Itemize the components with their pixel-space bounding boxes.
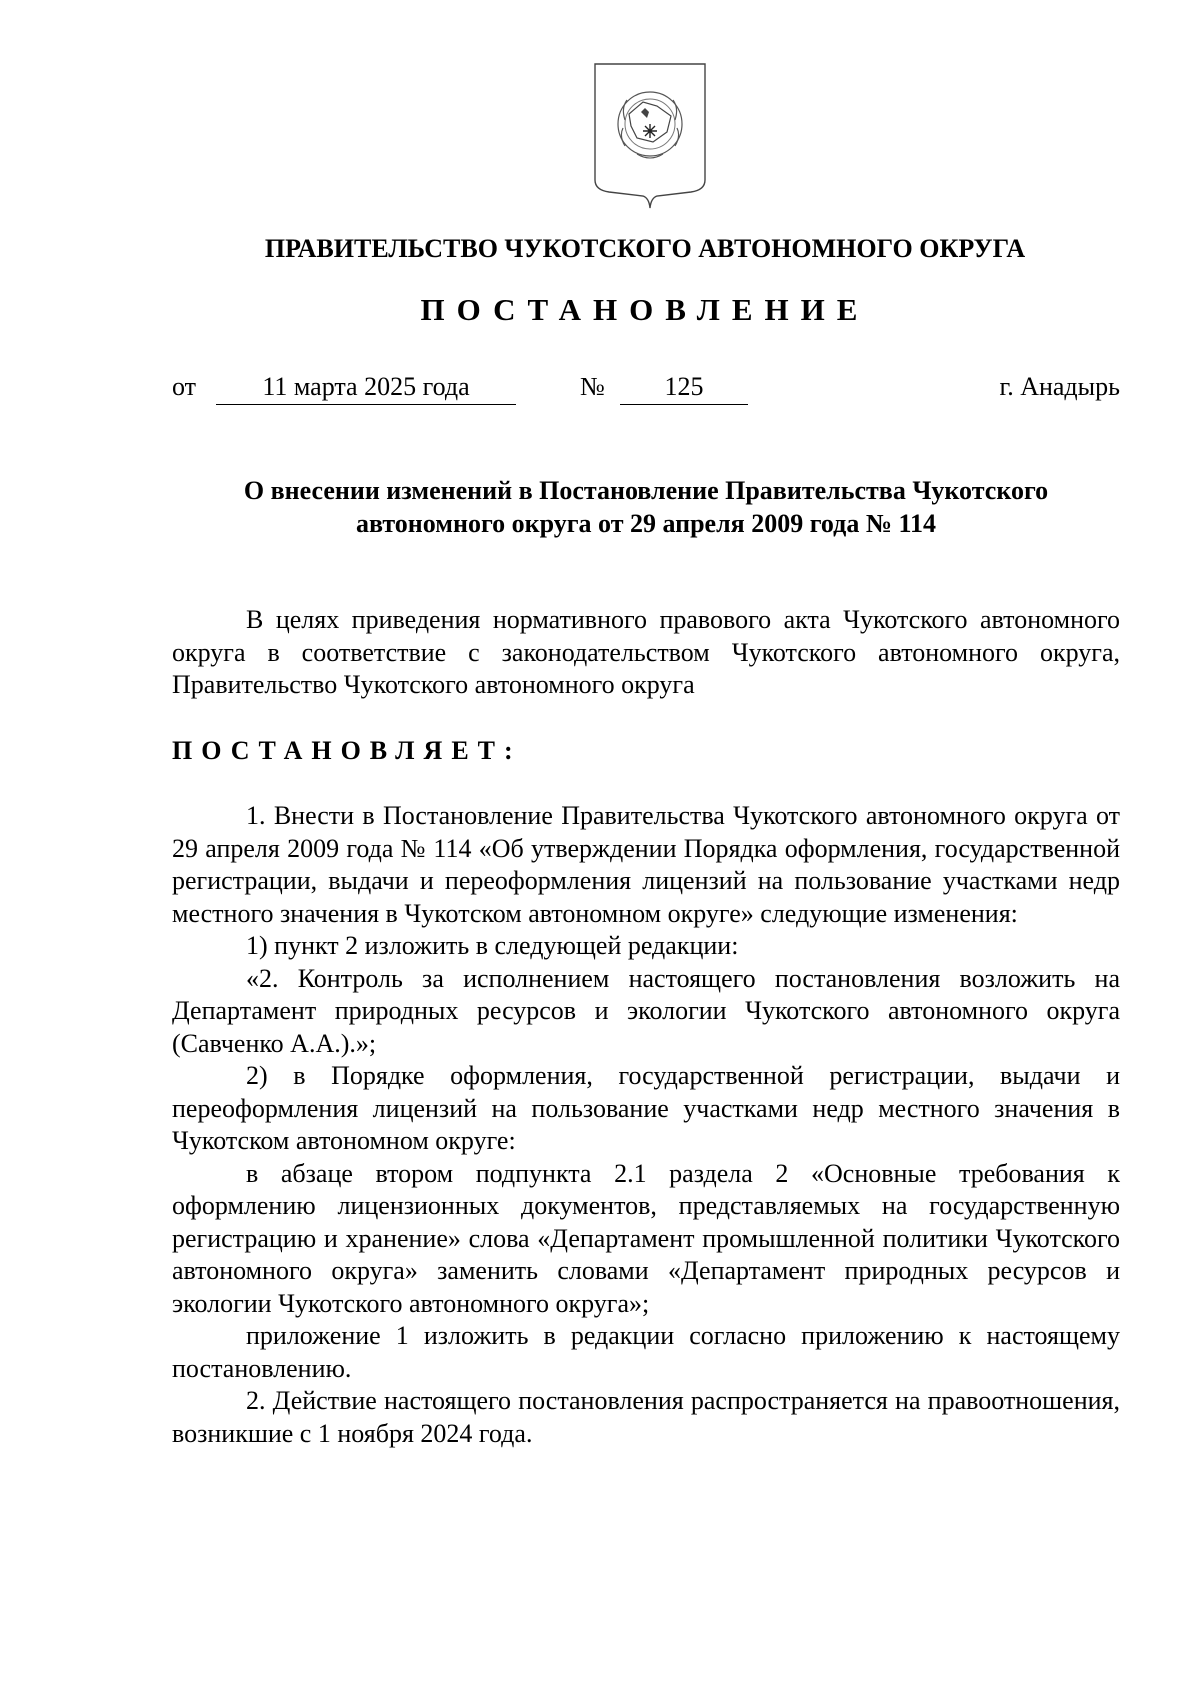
paragraph: «2. Контроль за исполнением настоящего постановления возложить на Департамент природных ресурсов и экологии Чукотского автономного округа (Савченко А.А.).»; — [172, 963, 1120, 1058]
date-label: от — [172, 372, 197, 401]
paragraph: 1. Внести в Постановление Правительства Чукотского автономного округа от 29 апреля 2009 года № 114 «Об утверждении Порядка оформления, государственной регистрации, выдачи и переоформления лицензий на пользование участками недр местного значения в Чукотском автономном округе» следующие изменения: — [172, 801, 1120, 928]
preamble-text: В целях приведения нормативного правового акта Чукотского автономного округа в соответствие с законодательством Чукотского автономного округа, Правительство Чукотского автономного округа — [172, 605, 1120, 699]
decree-body — [172, 800, 1120, 1450]
paragraph: в абзаце втором подпункта 2.1 раздела 2 «Основные требования к оформлению лицензионных документов, представляемых на государственную регистрацию и хранение» слова «Департамент промышленной политики Чукотского автономного округа» заменить словами «Департамент природных ресурсов и экологии Чукотского автономного округа»; — [172, 1158, 1120, 1318]
document-date: 11 марта 2025 года — [216, 372, 516, 405]
coat-of-arms-icon — [591, 62, 709, 210]
organization-title: ПРАВИТЕЛЬСТВО ЧУКОТСКОГО АВТОНОМНОГО ОКРУГА — [264, 234, 1026, 263]
paragraph: приложение 1 изложить в редакции согласно приложению к настоящему постановлению. — [172, 1321, 1120, 1383]
paragraph: 1) пункт 2 изложить в следующей редакции: — [246, 931, 739, 960]
document-type: ПОСТАНОВЛЕНИЕ — [420, 292, 870, 327]
document-number: 125 — [620, 372, 748, 405]
number-label: № — [580, 372, 605, 401]
preamble — [172, 604, 1120, 702]
document-meta — [172, 372, 1120, 412]
paragraph: 2. Действие настоящего постановления распространяется на правоотношения, возникшие с 1 ноября 2024 года. — [172, 1386, 1120, 1448]
decree-word: ПОСТАНОВЛЯЕТ: — [172, 736, 522, 765]
document-subject: О внесении изменений в Постановление Правительства Чукотского автономного округа от 29 апреля 2009 года № 114 — [243, 476, 1049, 538]
document-city: г. Анадырь — [999, 372, 1120, 401]
paragraph: 2) в Порядке оформления, государственной регистрации, выдачи и переоформления лицензий на пользование участками недр местного значения в Чукотском автономном округе: — [172, 1061, 1120, 1155]
